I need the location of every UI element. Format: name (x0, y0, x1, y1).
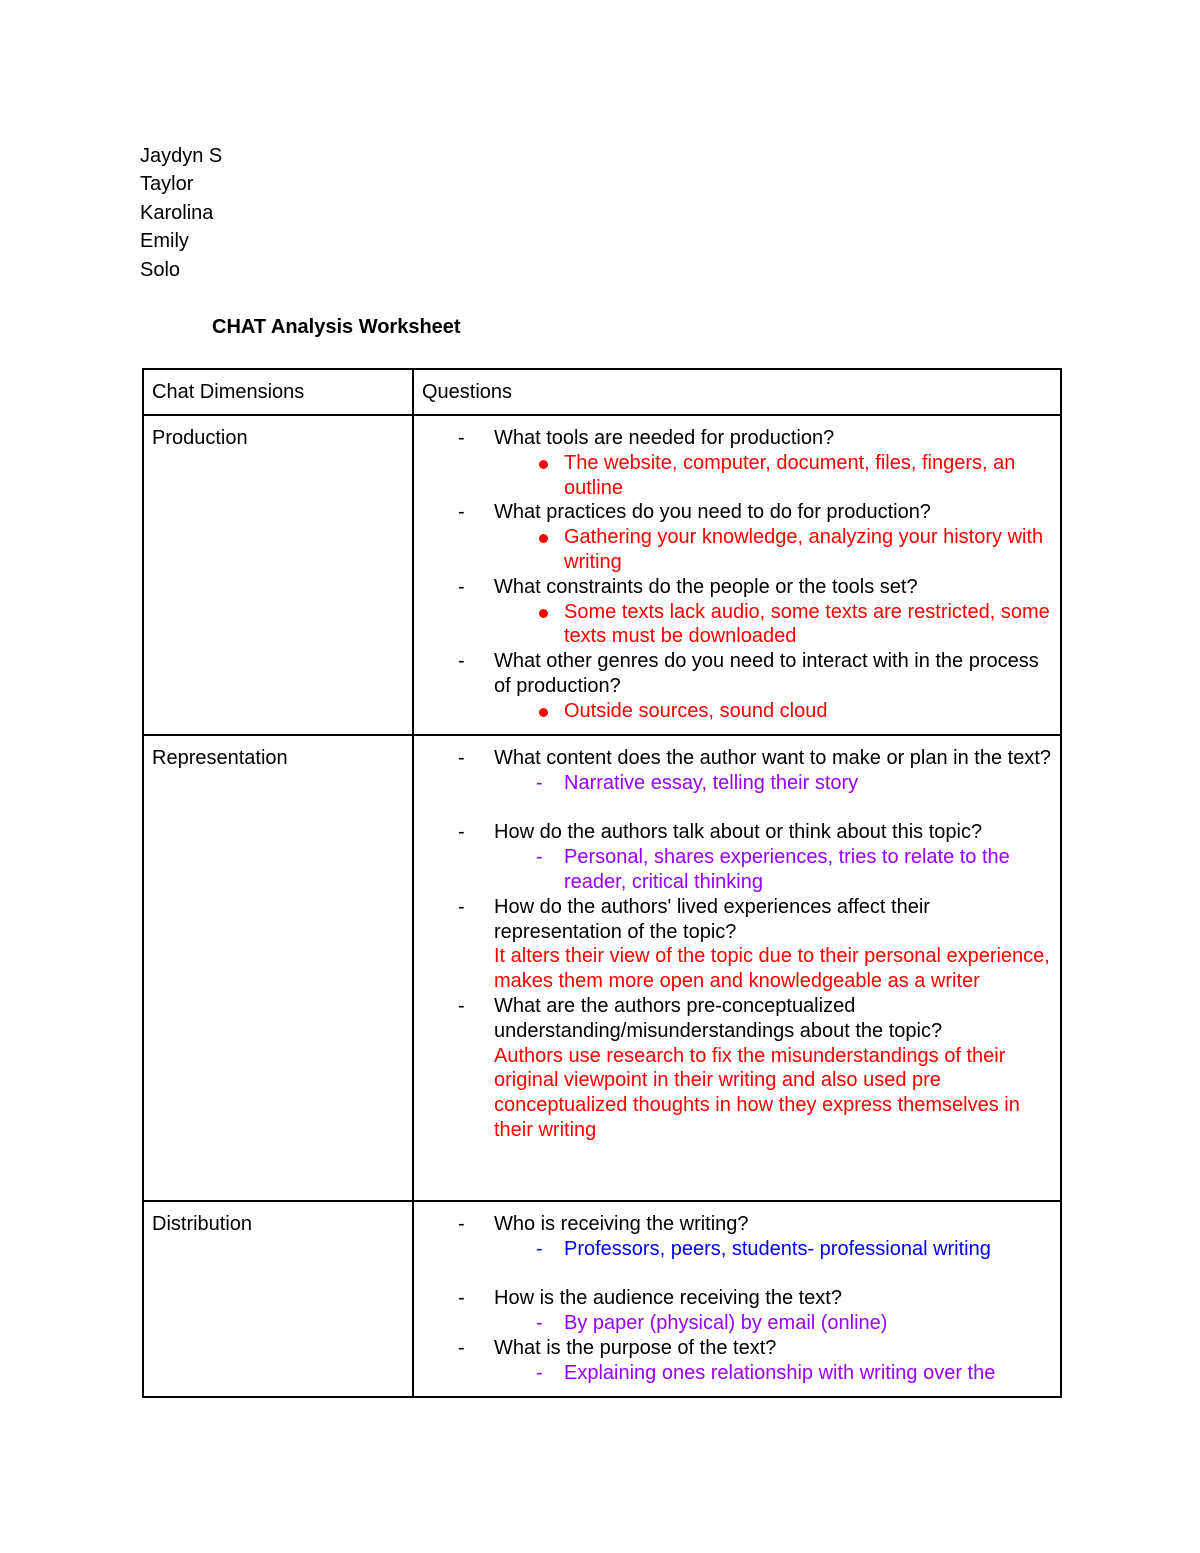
question-item: - What constraints do the people or the tools set? (422, 575, 1052, 600)
answer-item: Some texts lack audio, some texts are restricted, some texts must be downloaded (422, 600, 1052, 650)
questions-cell (413, 1201, 1061, 1397)
spacer (422, 1262, 1052, 1287)
answer-item: The website, computer, document, files, fingers, an outline (422, 451, 1052, 501)
table-header-row (143, 369, 1061, 415)
author-name: Karolina (140, 201, 214, 224)
question-item: - Who is receiving the writing? (422, 1212, 1052, 1237)
dimension-cell: Distribution (143, 1201, 413, 1397)
author-name: Solo (140, 258, 181, 281)
answer-item: Gathering your knowledge, analyzing your history with writing (422, 525, 1052, 575)
answer-item: - Personal, shares experiences, tries to relate to the reader, critical thinking (422, 845, 1052, 895)
question-item: - How do the authors talk about or think about this topic? (422, 820, 1052, 845)
questions-cell (413, 415, 1061, 735)
author-name: Taylor (140, 173, 194, 196)
question-item: - How is the audience receiving the text? (422, 1286, 1052, 1311)
question-item: - What practices do you need to do for production? (422, 500, 1052, 525)
table-row-representation (143, 735, 1061, 1201)
worksheet-title: CHAT Analysis Worksheet (212, 316, 461, 338)
chat-analysis-table (142, 368, 1062, 1398)
header-questions: Questions (413, 369, 1061, 415)
dimension-cell: Production (143, 415, 413, 735)
answer-item: - Explaining ones relationship with writing over the (422, 1361, 1052, 1386)
answer-item: Authors use research to fix the misunderstandings of their original viewpoint in their writing and also used pre conceptualized thoughts in how they express themselves in their writing (494, 1044, 1020, 1141)
answer-item: It alters their view of the topic due to their personal experience, makes them more open and knowledgeable as a writer (494, 945, 1050, 993)
author-names (140, 142, 222, 284)
header-chat-dimensions: Chat Dimensions (143, 369, 413, 415)
question-item: - What other genres do you need to interact with in the process of production? (422, 649, 1052, 699)
question-item: - What tools are needed for production? (422, 426, 1052, 451)
answer-item: Outside sources, sound cloud (422, 699, 1052, 724)
author-name: Emily (140, 230, 189, 253)
answer-item: - Narrative essay, telling their story (422, 771, 1052, 796)
table-row-distribution (143, 1201, 1061, 1397)
dimension-cell: Representation (143, 735, 413, 1201)
question-item: - What is the purpose of the text? (422, 1336, 1052, 1361)
answer-item: - Professors, peers, students- professional writing (422, 1237, 1052, 1262)
question-item: - What content does the author want to make or plan in the text? (422, 746, 1052, 771)
question-item: - How do the authors' lived experiences affect their representation of the topic? (422, 895, 1052, 945)
spacer (422, 796, 1052, 821)
table-row-production (143, 415, 1061, 735)
question-item: - What are the authors pre-conceptualized understanding/misunderstandings about the topic? (422, 994, 1052, 1044)
author-name: Jaydyn S (140, 145, 223, 167)
questions-cell (413, 735, 1061, 1201)
answer-item: - By paper (physical) by email (online) (422, 1311, 1052, 1336)
